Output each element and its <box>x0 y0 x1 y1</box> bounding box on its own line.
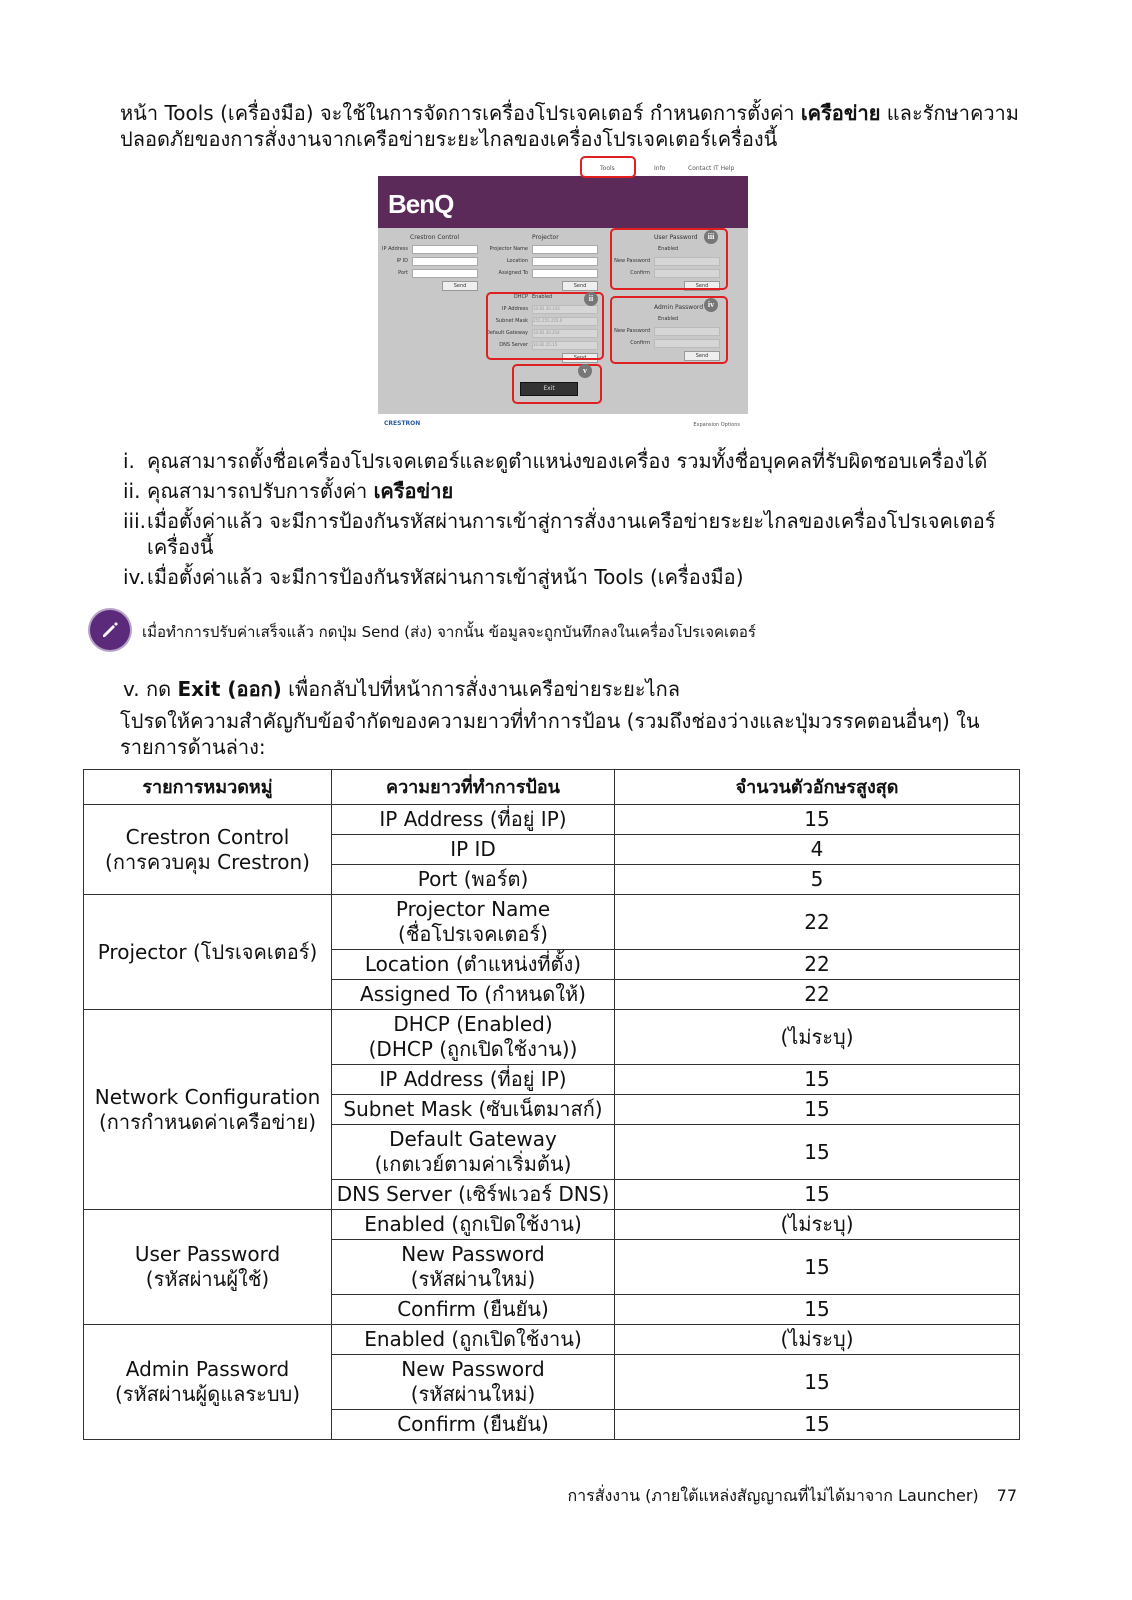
feature-list <box>123 448 1013 594</box>
page-number: 77 <box>996 1486 1017 1505</box>
crestron-ipid-field <box>412 257 478 266</box>
max-length-cell: 22 <box>615 980 1020 1010</box>
admin-password-enabled: Enabled <box>658 316 679 322</box>
item-number: ii. <box>123 479 141 503</box>
exit-button: Exit <box>520 382 578 396</box>
projector-name-field <box>532 245 598 254</box>
network-label-gateway: Default Gateway <box>486 330 528 336</box>
field-cell: IP Address (ที่อยู่ IP) <box>332 805 615 835</box>
item-number: iii. <box>123 509 147 533</box>
table-row <box>84 1010 1020 1065</box>
note-box <box>90 610 1050 650</box>
highlight-tools-tab <box>580 156 636 178</box>
max-length-cell: 15 <box>615 1095 1020 1125</box>
intro-paragraph <box>120 100 1040 152</box>
field-cell: New Password (รหัสผ่านใหม่) <box>332 1355 615 1410</box>
projector-label-assigned: Assigned To <box>498 270 528 276</box>
item-text: เมื่อตั้งค่าแล้ว จะมีการป้องกันรหัสผ่านการเข้าสู่การสั่งงานเครือข่ายระยะไกลของเครื่องโปรเจคเตอร์เครื่องนี้ <box>147 509 996 559</box>
network-gateway-field: 10.82.30.254 <box>532 329 598 338</box>
input-limits-table <box>83 769 1020 1440</box>
admin-password-label-new: New Password <box>614 328 650 334</box>
tab-contact: Contact IT Help <box>688 165 735 172</box>
screenshot-footer <box>378 414 748 436</box>
badge-iii: iii <box>704 230 718 244</box>
projector-label-name: Projector Name <box>489 246 528 252</box>
crestron-label-port: Port <box>398 270 408 276</box>
field-cell: IP ID <box>332 835 615 865</box>
crestron-ip-field <box>412 245 478 254</box>
benq-logo: BenQ <box>388 189 454 219</box>
max-length-cell: 22 <box>615 950 1020 980</box>
user-password-send-button: Send <box>684 281 720 291</box>
item-text: เมื่อตั้งค่าแล้ว จะมีการป้องกันรหัสผ่านการเข้าสู่หน้า Tools (เครื่องมือ) <box>147 565 744 589</box>
item-number: i. <box>123 449 135 473</box>
field-cell: DHCP (Enabled) (DHCP (ถูกเปิดใช้งาน)) <box>332 1010 615 1065</box>
list-item <box>123 508 1013 560</box>
field-cell: IP Address (ที่อยู่ IP) <box>332 1065 615 1095</box>
user-password-enabled: Enabled <box>658 246 679 252</box>
category-cell: Network Configuration (การกำหนดค่าเครือข่าย) <box>84 1010 332 1210</box>
table-header-row <box>84 770 1020 805</box>
table-row <box>84 895 1020 950</box>
network-send-button: Send <box>562 353 598 363</box>
list-item <box>123 564 1013 590</box>
badge-ii: ii <box>584 292 598 306</box>
user-password-label-new: New Password <box>614 258 650 264</box>
badge-v: v <box>578 364 592 378</box>
badge-iv: iv <box>704 298 718 312</box>
list-item <box>123 478 1013 504</box>
field-cell: Projector Name (ชื่อโปรเจคเตอร์) <box>332 895 615 950</box>
network-label-dhcp: DHCP <box>513 294 528 300</box>
projector-label-location: Location <box>506 258 528 264</box>
category-cell: Crestron Control (การควบคุม Crestron) <box>84 805 332 895</box>
max-length-cell: 22 <box>615 895 1020 950</box>
pencil-icon <box>90 610 130 650</box>
max-length-cell: (ไม่ระบุ) <box>615 1210 1020 1240</box>
field-cell: Assigned To (กำหนดให้) <box>332 980 615 1010</box>
page-footer <box>567 1484 1017 1509</box>
crestron-label-ip: IP Address <box>382 246 408 252</box>
field-cell: Port (พอร์ต) <box>332 865 615 895</box>
expansion-options-link: Expansion Options <box>693 422 740 428</box>
field-cell: DNS Server (เซิร์ฟเวอร์ DNS) <box>332 1180 615 1210</box>
network-ip-field: 10.82.30.143 <box>532 305 598 314</box>
projector-send-button: Send <box>562 281 598 291</box>
network-label-ip: IP Address <box>502 306 528 312</box>
item-bold: เครือข่าย <box>373 479 454 503</box>
table-row <box>84 1210 1020 1240</box>
intro-text-1: หน้า Tools (เครื่องมือ) จะใช้ในการจัดการเครื่องโปรเจคเตอร์ กำหนดการตั้งค่า <box>120 101 801 125</box>
user-password-title: User Password <box>654 234 698 241</box>
max-length-cell: (ไม่ระบุ) <box>615 1325 1020 1355</box>
screenshot-banner <box>378 176 748 228</box>
max-length-cell: 15 <box>615 1355 1020 1410</box>
field-cell: Location (ตำแหน่งที่ตั้ง) <box>332 950 615 980</box>
item-number: iv. <box>123 565 146 589</box>
max-length-cell: 4 <box>615 835 1020 865</box>
category-cell: Admin Password (รหัสผ่านผู้ดูแลระบบ) <box>84 1325 332 1440</box>
table-row <box>84 1325 1020 1355</box>
field-cell: Confirm (ยืนยัน) <box>332 1410 615 1440</box>
screenshot-tab-bar <box>378 160 748 176</box>
footer-text: การสั่งงาน (ภายใต้แหล่งสัญญาณที่ไม่ได้มาจาก Launcher) <box>567 1486 979 1505</box>
network-label-subnet: Subnet Mask <box>495 318 528 324</box>
projector-section-title: Projector <box>532 234 559 241</box>
table-body <box>84 805 1020 1440</box>
header-field: ความยาวที่ทำการป้อน <box>332 770 615 805</box>
network-dhcp-enabled: Enabled <box>532 294 553 300</box>
max-length-cell: 15 <box>615 1180 1020 1210</box>
item-text: คุณสามารถปรับการตั้งค่า <box>147 479 374 503</box>
network-subnet-field: 255.255.255.0 <box>532 317 598 326</box>
admin-password-title: Admin Password <box>654 304 704 311</box>
intro-text-2: และรักษาความปลอดภัยของการสั่งงานจากเครือข่ายระยะไกลของเครื่องโปรเจคเตอร์เครื่องนี้ <box>120 101 1019 151</box>
max-length-cell: 15 <box>615 1240 1020 1295</box>
item-number: v. <box>123 677 140 701</box>
projector-assigned-field <box>532 269 598 278</box>
tab-tools: Tools <box>600 165 615 172</box>
projector-location-field <box>532 257 598 266</box>
field-cell: Enabled (ถูกเปิดใช้งาน) <box>332 1325 615 1355</box>
exit-text-pre: กด <box>146 677 178 701</box>
header-max: จำนวนตัวอักษรสูงสุด <box>615 770 1020 805</box>
crestron-label-ipid: IP ID <box>396 258 408 264</box>
max-length-cell: 15 <box>615 1295 1020 1325</box>
tools-screenshot <box>378 160 748 436</box>
crestron-logo: CRESTRON <box>384 420 421 427</box>
network-dns-field: 10.82.15.15 <box>532 341 598 350</box>
field-cell: Subnet Mask (ซับเน็ตมาสก์) <box>332 1095 615 1125</box>
user-password-label-confirm: Confirm <box>630 270 650 276</box>
max-length-cell: 15 <box>615 1410 1020 1440</box>
exit-text-post: เพื่อกลับไปที่หน้าการสั่งงานเครือข่ายระยะไกล <box>281 677 680 701</box>
category-cell: Projector (โปรเจคเตอร์) <box>84 895 332 1010</box>
max-length-cell: 15 <box>615 1125 1020 1180</box>
header-category: รายการหมวดหมู่ <box>84 770 332 805</box>
field-cell: New Password (รหัสผ่านใหม่) <box>332 1240 615 1295</box>
network-label-dns: DNS Server <box>499 342 528 348</box>
field-cell: Confirm (ยืนยัน) <box>332 1295 615 1325</box>
list-item <box>123 448 1013 474</box>
exit-text-bold: Exit (ออก) <box>177 677 282 701</box>
max-length-cell: 15 <box>615 805 1020 835</box>
crestron-port-field <box>412 269 478 278</box>
exit-instruction <box>123 676 1013 702</box>
note-text: เมื่อทำการปรับค่าเสร็จแล้ว กดปุ่ม Send (ส่ง) จากนั้น ข้อมูลจะถูกบันทึกลงในเครื่องโปรเจคเตอร์ <box>142 623 756 641</box>
intro-bold: เครือข่าย <box>800 101 881 125</box>
field-cell: Enabled (ถูกเปิดใช้งาน) <box>332 1210 615 1240</box>
max-length-cell: (ไม่ระบุ) <box>615 1010 1020 1065</box>
crestron-section-title: Crestron Control <box>410 234 460 241</box>
table-row <box>84 805 1020 835</box>
admin-password-send-button: Send <box>684 351 720 361</box>
field-cell: Default Gateway (เกตเวย์ตามค่าเริ่มต้น) <box>332 1125 615 1180</box>
tab-info: Info <box>654 165 666 172</box>
crestron-send-button: Send <box>442 281 478 291</box>
max-length-cell: 5 <box>615 865 1020 895</box>
max-length-cell: 15 <box>615 1065 1020 1095</box>
limits-paragraph: โปรดให้ความสำคัญกับข้อจำกัดของความยาวที่ทำการป้อน (รวมถึงช่องว่างและปุ่มวรรคตอนอื่นๆ) ในรายการด้านล่าง: <box>120 709 980 759</box>
category-cell: User Password (รหัสผ่านผู้ใช้) <box>84 1210 332 1325</box>
admin-password-label-confirm: Confirm <box>630 340 650 346</box>
item-text: คุณสามารถตั้งชื่อเครื่องโปรเจคเตอร์และดูตำแหน่งของเครื่อง รวมทั้งชื่อบุคคลที่รับผิดชอบเครื่องได้ <box>147 449 988 473</box>
